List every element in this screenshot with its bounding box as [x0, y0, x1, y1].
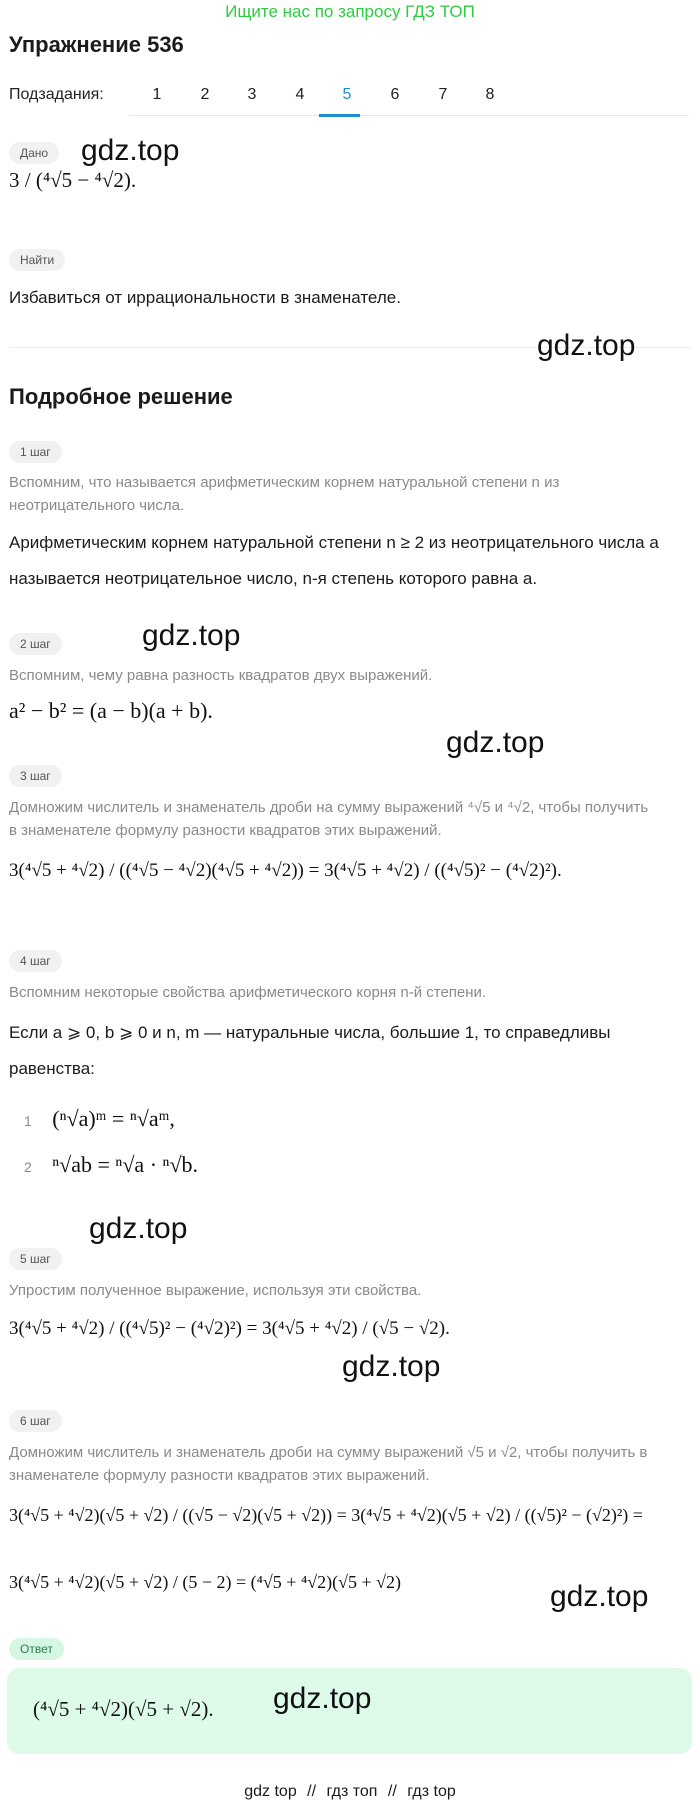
step-5-badge: 5 шаг — [9, 1248, 62, 1270]
find-text: Избавиться от иррациональности в знаменателе. — [9, 288, 401, 307]
tabs-divider — [129, 115, 689, 116]
step-6-hint: Домножим числитель и знаменатель дроби на сумму выражений √5 и √2, чтобы получить в знаменателе формулу разности квадратов этих выражений. — [9, 1444, 648, 1484]
step-3-formula: 3(⁴√5 + ⁴√2) / ((⁴√5 − ⁴√2)(⁴√5 + ⁴√2)) = 3(⁴√5 + ⁴√2) / ((⁴√5)² − (⁴√2)²). — [9, 860, 562, 881]
watermark: gdz.top — [273, 1682, 372, 1715]
step-5-hint: Упростим полученное выражение, используя эти свойства. — [9, 1282, 422, 1299]
step-6-badge: 6 шаг — [9, 1410, 62, 1432]
footer-links — [0, 1783, 700, 1801]
step-2-formula: a² − b² = (a − b)(a + b). — [9, 698, 213, 723]
footer-separator: // — [307, 1783, 317, 1800]
step-6-formula-1: 3(⁴√5 + ⁴√2)(√5 + √2) / ((√5 − √2)(√5 + √2)) = 3(⁴√5 + ⁴√2)(√5 + √2) / ((√5)² − (√2)²) = — [9, 1505, 643, 1525]
find-badge: Найти — [9, 249, 65, 271]
step-4-hint: Вспомним некоторые свойства арифметического корня n-й степени. — [9, 984, 487, 1001]
step-1-hint: Вспомним, что называется арифметическим корнем натуральной степени n из неотрицательного числа. — [9, 474, 560, 514]
tab-6[interactable]: 6 — [390, 86, 400, 103]
property-2-formula: ⁿ√ab = ⁿ√a · ⁿ√b. — [52, 1152, 199, 1177]
footer-separator: // — [387, 1783, 397, 1800]
watermark: gdz.top — [342, 1350, 441, 1383]
watermark: gdz.top — [81, 134, 180, 167]
tab-2[interactable]: 2 — [200, 86, 210, 103]
footer-link-gdz-top-ru[interactable]: гдз топ — [326, 1783, 378, 1800]
subtasks-label: Подзадания: — [9, 86, 104, 103]
watermark: gdz.top — [89, 1212, 188, 1245]
list-number: 2 — [24, 1159, 32, 1175]
watermark: gdz.top — [537, 329, 636, 362]
footer-link-gdz-top[interactable]: gdz top — [244, 1783, 297, 1800]
step-4-text: Если a ⩾ 0, b ⩾ 0 и n, m — натуральные числа, большие 1, то справедливы равенства: — [9, 1023, 611, 1078]
step-1-badge: 1 шаг — [9, 441, 62, 463]
active-tab-underline — [319, 114, 360, 117]
watermark: gdz.top — [142, 619, 241, 652]
watermark: gdz.top — [550, 1580, 649, 1613]
step-3-hint: Домножим числитель и знаменатель дроби на сумму выражений ⁴√5 и ⁴√2, чтобы получить в знаменателе формулу разности квадратов этих выражений. — [9, 799, 649, 839]
answer-formula: (⁴√5 + ⁴√2)(√5 + √2). — [33, 1697, 214, 1721]
property-list-item-2 — [24, 1152, 198, 1179]
watermark: gdz.top — [446, 726, 545, 759]
tab-5-active[interactable]: 5 — [342, 86, 352, 103]
tab-3[interactable]: 3 — [247, 86, 257, 103]
step-2-badge: 2 шаг — [9, 633, 62, 655]
solution-title: Подробное решение — [9, 384, 233, 409]
list-number: 1 — [24, 1113, 32, 1129]
promo-banner[interactable]: Ищите нас по запросу ГДЗ ТОП — [225, 2, 475, 21]
tab-8[interactable]: 8 — [485, 86, 495, 103]
given-expression: 3 / (⁴√5 − ⁴√2). — [9, 168, 137, 192]
step-6-formula-2: 3(⁴√5 + ⁴√2)(√5 + √2) / (5 − 2) = (⁴√5 + ⁴√2)(√5 + √2) — [9, 1572, 401, 1592]
step-5-formula: 3(⁴√5 + ⁴√2) / ((⁴√5)² − (⁴√2)²) = 3(⁴√5 + ⁴√2) / (√5 − √2). — [9, 1318, 450, 1339]
property-1-formula: (ⁿ√a)ᵐ = ⁿ√aᵐ, — [52, 1106, 175, 1131]
step-4-badge: 4 шаг — [9, 950, 62, 972]
tab-4[interactable]: 4 — [295, 86, 305, 103]
answer-badge: Ответ — [9, 1638, 64, 1660]
tab-1[interactable]: 1 — [152, 86, 162, 103]
subtasks-nav — [9, 84, 689, 118]
tab-7[interactable]: 7 — [438, 86, 448, 103]
step-2-hint: Вспомним, чему равна разность квадратов двух выражений. — [9, 667, 433, 684]
footer-link-gdz-top-mixed[interactable]: гдз top — [407, 1783, 456, 1800]
step-3-badge: 3 шаг — [9, 765, 62, 787]
property-list-item-1 — [24, 1106, 175, 1133]
page-title: Упражнение 536 — [9, 32, 184, 57]
given-badge: Дано — [9, 142, 59, 164]
step-1-definition: Арифметическим корнем натуральной степени n ≥ 2 из неотрицательного числа a называется неотрицательное число, n-я степень которого равна a. — [9, 533, 659, 588]
